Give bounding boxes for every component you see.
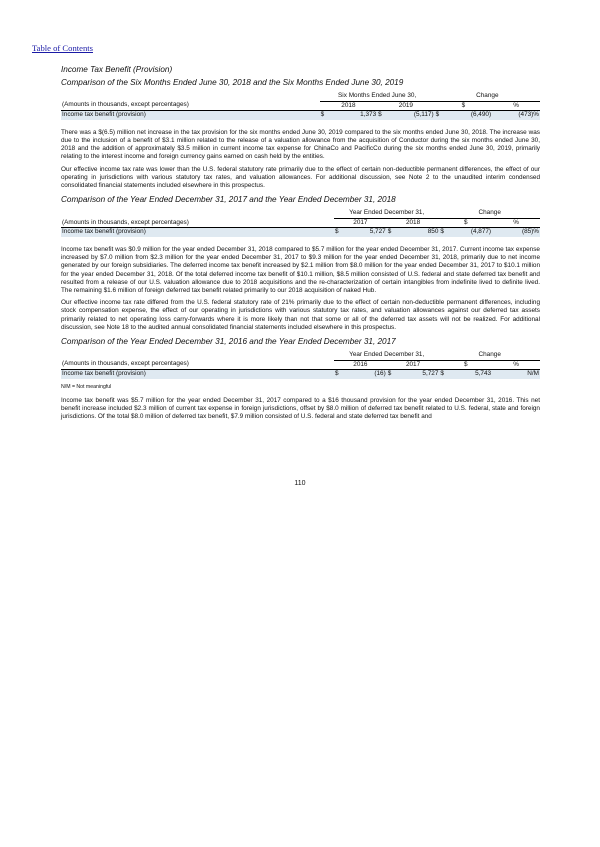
currency-symbol: $ [377,111,391,120]
row-header: (Amounts in thousands, except percentages) [61,218,334,228]
table-row [61,111,540,120]
footnote: N/M = Not meaningful [61,383,112,390]
document-body [61,64,540,425]
tax-table [61,351,540,379]
cell-value: (6,490) [449,111,492,120]
cell-value: (16) [348,370,386,379]
cell-percent: (85)% [492,228,540,237]
page-number: 110 [294,480,306,487]
currency-symbol: $ [320,111,334,120]
paragraph: Our effective income tax rate was lower than the U.S. federal statutory rate primarily due to the effect of certain non-deductible permanent differences, the effect of our operating in jurisdictions with various statutory tax rates, and valuation allowances. For additional discussion, see Note 2 to the unaudited interim condensed consolidated financial statements included elsewhere in this prospectus. [61,165,540,189]
col-header: $ [439,218,492,228]
cell-percent: (473)% [492,111,540,120]
cell-value: 850 [401,228,439,237]
col-header: $ [435,101,492,111]
paragraph: Income tax benefit was $0.9 million for the year ended December 31, 2018 compared to $5.7 million for the year ended December 31, 2017. Current income tax expense increased by $7.0 million from $2.3 million for the year ended December 31, 2017 to $9.3 million for the year ended December 31, 2018, primarily due to net income generated by our foreign subsidiaries. The deferred income tax benefit increased by $2.1 million from $8.0 million for the year ended December 31, 2017 to $10.1 million for the year ended December 31, 2018. Of the total deferred income tax benefit of $10.1 million, $8.5 million consisted of U.S. federal and state deferred tax benefit and resulted from a release of our U.S. valuation allowance due to 2018 acquisitions and the re-characterization of certain intangibles from indefinite lived to definite lived. The remaining $1.6 million of foreign deferred tax benefit related primarily to our 2018 acquisition of naked Hub. [61,245,540,294]
paragraph: Income tax benefit was $5.7 million for the year ended December 31, 2017 compared to a $16 thousand provision for the year ended December 31, 2016. This net benefit increase included $2.3 million of current tax expense in foreign jurisdictions, offset by $8.0 million of deferred tax benefit related to U.S. federal, state and foreign jurisdictions. Of the total $8.0 million of deferred tax benefit, $7.9 million consisted of U.S. federal and state deferred tax benefit and [61,396,540,421]
col-header: 2018 [320,101,377,111]
section-heading: Income Tax Benefit (Provision) [61,65,173,74]
row-header: (Amounts in thousands, except percentages) [61,360,334,370]
currency-symbol: $ [435,111,449,120]
cell-value: 1,373 [334,111,377,120]
col-header: $ [439,360,492,370]
col-header: 2019 [377,101,434,111]
change-header: Change [439,351,540,360]
change-header: Change [435,92,540,101]
col-header: 2017 [334,218,387,228]
group-header: Year Ended December 31, [334,351,439,360]
col-header: 2017 [387,360,440,370]
group-header: Six Months Ended June 30, [320,92,435,101]
comparison-title: Comparison of the Year Ended December 31, 2016 and the Year Ended December 31, 2017 [61,337,396,347]
tax-table [61,92,540,120]
cell-value: 5,727 [348,228,386,237]
currency-symbol: $ [387,228,401,237]
cell-value: 5,727 [401,370,439,379]
currency-symbol: $ [334,228,348,237]
table-row [61,370,540,379]
group-header: Year Ended December 31, [334,209,439,218]
comparison-title: Comparison of the Six Months Ended June 30, 2018 and the Six Months Ended June 30, 2019 [61,78,404,87]
table-of-contents-link[interactable]: Table of Contents [32,43,93,53]
col-header: 2016 [334,360,387,370]
comparison-title: Comparison of the Year Ended December 31, 2017 and the Year Ended December 31, 2018 [61,195,396,205]
tax-table [61,209,540,237]
col-header: % [492,101,540,111]
currency-symbol: $ [334,370,348,379]
cell-percent: N/M [492,370,540,379]
col-header: 2018 [387,218,440,228]
currency-symbol: $ [387,370,401,379]
row-label: Income tax benefit (provision) [61,370,334,379]
paragraph: Our effective income tax rate differed from the U.S. federal statutory rate of 21% primarily due to the effect of certain non-deductible permanent differences, including stock compensation expense, the effect of our operating in jurisdictions with various statutory tax rates, and valuation allowances against our deferred tax assets primarily related to net operating loss carry-forwards where it is more likely than not that some or all of the deferred tax assets will not be realized. For additional discussion, see Note 18 to the audited annual consolidated financial statements included elsewhere in this prospectus. [61,299,540,331]
paragraph: There was a $(6.5) million net increase in the tax provision for the six months ended June 30, 2019 compared to the six months ended June 30, 2018. The increase was due to the inclusion of a benefit of $3.1 million related to the release of a valuation allowance from the acquisition of Conductor during the six months ended June 30, 2018 and the addition of approximately $3.5 million in current income tax expense for ChinaCo and PacificCo during the six months ended June 30, 2019, primarily relating to the interest income and foreign currency gains earned on cash held by the entities. [61,128,540,161]
row-header: (Amounts in thousands, except percentages) [61,101,320,111]
table-row [61,228,540,237]
currency-symbol: $ [439,370,453,379]
col-header: % [492,360,540,370]
col-header: % [492,218,540,228]
row-label: Income tax benefit (provision) [61,111,320,120]
change-header: Change [439,209,540,218]
cell-value: (5,117) [392,111,435,120]
cell-value: (4,877) [454,228,492,237]
row-label: Income tax benefit (provision) [61,228,334,237]
currency-symbol: $ [439,228,453,237]
cell-value: 5,743 [454,370,492,379]
